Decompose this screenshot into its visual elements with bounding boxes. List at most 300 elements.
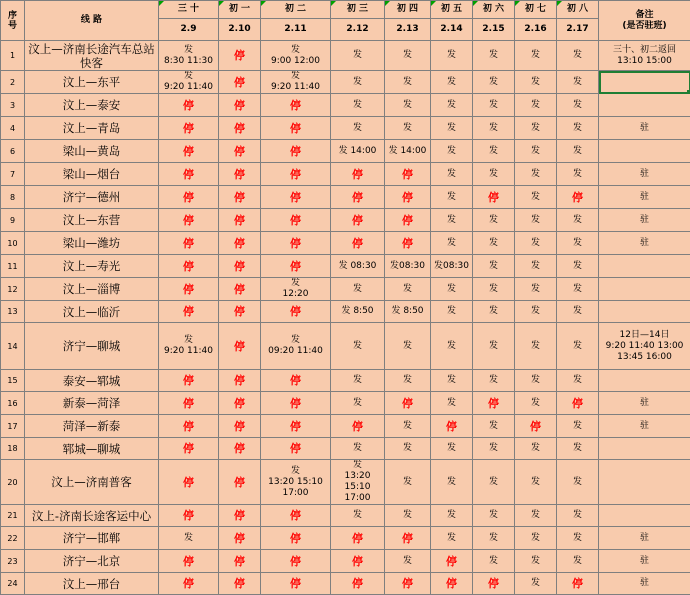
day-status-cell[interactable]: [515, 255, 557, 278]
day-status-cell[interactable]: [159, 573, 219, 595]
note-cell[interactable]: [599, 573, 690, 595]
note-cell[interactable]: [599, 527, 690, 550]
day-status-cell[interactable]: [331, 94, 385, 117]
day-status-cell[interactable]: [385, 460, 431, 505]
day-status-cell[interactable]: [385, 94, 431, 117]
row-no[interactable]: 21: [1, 505, 25, 527]
day-status-cell[interactable]: [557, 392, 599, 415]
day-status-cell[interactable]: [261, 163, 331, 186]
day-status-cell[interactable]: [557, 232, 599, 255]
route-name[interactable]: 梁山—潍坊: [25, 232, 159, 255]
day-status-cell[interactable]: [515, 186, 557, 209]
route-name[interactable]: 汶上—济南长途汽车总站快客: [25, 41, 159, 71]
day-status-cell[interactable]: [331, 255, 385, 278]
note-cell[interactable]: [599, 301, 690, 323]
day-status-cell[interactable]: [557, 573, 599, 595]
day-status-cell[interactable]: [385, 117, 431, 140]
status-text: 停: [290, 374, 301, 387]
day-status-cell[interactable]: [431, 573, 473, 595]
day-status-cell[interactable]: [219, 117, 261, 140]
note-cell[interactable]: [599, 232, 690, 255]
status-text: 发: [446, 122, 456, 133]
day-status-cell[interactable]: [219, 573, 261, 595]
day-status-cell[interactable]: [219, 140, 261, 163]
note-cell[interactable]: [599, 41, 690, 71]
note-cell[interactable]: [599, 392, 690, 415]
day-status-cell[interactable]: [159, 255, 219, 278]
row-no[interactable]: 9: [1, 209, 25, 232]
row-no[interactable]: 23: [1, 550, 25, 573]
day-status-cell[interactable]: [473, 94, 515, 117]
day-status-cell[interactable]: [261, 301, 331, 323]
day-status-cell[interactable]: [159, 415, 219, 438]
day-status-cell[interactable]: [385, 415, 431, 438]
day-status-cell[interactable]: [261, 71, 331, 94]
day-status-cell[interactable]: [261, 41, 331, 71]
route-name[interactable]: 济宁—邯郸: [25, 527, 159, 550]
day-status-cell[interactable]: [515, 278, 557, 301]
note-cell-selected[interactable]: [599, 71, 690, 94]
route-name[interactable]: 汶上-济南长途客运中心: [25, 505, 159, 527]
day-status-cell[interactable]: [431, 505, 473, 527]
day-status-cell[interactable]: [261, 527, 331, 550]
day-status-cell[interactable]: [431, 392, 473, 415]
day-status-cell[interactable]: [385, 71, 431, 94]
status-text: 发: [530, 340, 540, 351]
note-cell[interactable]: [599, 163, 690, 186]
day-status-cell[interactable]: [473, 323, 515, 370]
day-status-cell[interactable]: [219, 438, 261, 460]
day-status-cell[interactable]: [473, 71, 515, 94]
status-text: 停: [402, 167, 413, 181]
status-text: 发: [446, 283, 456, 294]
departure-times: 13:20 15:10: [344, 471, 371, 492]
day-status-cell[interactable]: [261, 505, 331, 527]
note-cell[interactable]: [599, 117, 690, 140]
route-name[interactable]: 菏泽—新泰: [25, 415, 159, 438]
day-status-cell[interactable]: [219, 209, 261, 232]
day-status-cell[interactable]: [261, 140, 331, 163]
day-status-cell[interactable]: [261, 232, 331, 255]
day-status-cell[interactable]: [473, 460, 515, 505]
day-status-cell[interactable]: [557, 163, 599, 186]
day-status-cell[interactable]: [557, 278, 599, 301]
note-cell[interactable]: [599, 460, 690, 505]
day-status-cell[interactable]: [385, 209, 431, 232]
day-status-cell[interactable]: [515, 573, 557, 595]
note-cell[interactable]: [599, 370, 690, 392]
day-status-cell[interactable]: [159, 392, 219, 415]
header-date: 2.14: [431, 19, 473, 41]
row-no[interactable]: 1: [1, 41, 25, 71]
day-status-cell[interactable]: [557, 117, 599, 140]
day-status-cell[interactable]: [557, 186, 599, 209]
day-status-cell[interactable]: [385, 140, 431, 163]
row-no[interactable]: 17: [1, 415, 25, 438]
day-status-cell[interactable]: [219, 255, 261, 278]
day-status-cell[interactable]: [473, 573, 515, 595]
note-cell[interactable]: [599, 505, 690, 527]
day-status-cell[interactable]: [431, 370, 473, 392]
status-text: 发: [402, 510, 412, 520]
day-status-cell[interactable]: [473, 209, 515, 232]
note-cell[interactable]: [599, 438, 690, 460]
route-name[interactable]: 汶上—淄博: [25, 278, 159, 301]
day-status-cell[interactable]: [385, 370, 431, 392]
day-status-cell[interactable]: [385, 41, 431, 71]
day-status-cell[interactable]: [261, 392, 331, 415]
day-status-cell[interactable]: [473, 392, 515, 415]
status-text: 发: [402, 76, 412, 87]
day-status-cell[interactable]: [385, 392, 431, 415]
note-cell[interactable]: [599, 323, 690, 370]
row-no[interactable]: 8: [1, 186, 25, 209]
note-cell[interactable]: [599, 186, 690, 209]
day-status-cell[interactable]: [431, 460, 473, 505]
day-status-cell[interactable]: [331, 460, 385, 505]
day-status-cell[interactable]: [473, 301, 515, 323]
day-status-cell[interactable]: [431, 186, 473, 209]
day-status-cell[interactable]: [261, 415, 331, 438]
day-status-cell[interactable]: [331, 278, 385, 301]
day-status-cell[interactable]: [473, 232, 515, 255]
route-name[interactable]: 济宁—北京: [25, 550, 159, 573]
row-no[interactable]: 10: [1, 232, 25, 255]
day-status-cell[interactable]: [331, 527, 385, 550]
day-status-cell[interactable]: [515, 392, 557, 415]
day-status-cell[interactable]: [159, 140, 219, 163]
day-status-cell[interactable]: [385, 163, 431, 186]
row-no[interactable]: 2: [1, 71, 25, 94]
status-text: 停: [234, 396, 245, 410]
table-row: [1, 186, 690, 209]
status-text: 发: [488, 99, 498, 110]
row-no[interactable]: 4: [1, 117, 25, 140]
day-status-cell[interactable]: [557, 301, 599, 323]
day-status-cell[interactable]: [557, 209, 599, 232]
day-status-cell[interactable]: [431, 527, 473, 550]
day-status-cell[interactable]: [431, 140, 473, 163]
route-name[interactable]: 济宁—德州: [25, 186, 159, 209]
day-status-cell[interactable]: [473, 415, 515, 438]
day-status-cell[interactable]: [515, 460, 557, 505]
day-status-cell[interactable]: [331, 323, 385, 370]
day-status-cell[interactable]: [431, 41, 473, 71]
day-status-cell[interactable]: [431, 415, 473, 438]
departure-times: 8:30 11:30: [163, 55, 213, 66]
day-status-cell[interactable]: [219, 460, 261, 505]
note-text: 驻: [639, 532, 649, 543]
day-status-cell[interactable]: [515, 323, 557, 370]
day-status-cell[interactable]: [331, 370, 385, 392]
day-status-cell[interactable]: [557, 41, 599, 71]
day-status-cell[interactable]: [385, 505, 431, 527]
day-status-cell[interactable]: [515, 527, 557, 550]
header-lunar: 初 五: [431, 1, 473, 19]
status-text: 停: [183, 121, 194, 135]
route-name[interactable]: 泰安—郓城: [25, 370, 159, 392]
day-status-cell[interactable]: [219, 392, 261, 415]
day-status-cell[interactable]: [431, 209, 473, 232]
day-status-cell[interactable]: [385, 255, 431, 278]
day-status-cell[interactable]: [159, 41, 219, 71]
day-status-cell[interactable]: [385, 527, 431, 550]
day-status-cell[interactable]: [557, 505, 599, 527]
day-status-cell[interactable]: [219, 415, 261, 438]
day-status-cell[interactable]: [159, 278, 219, 301]
day-status-cell[interactable]: [385, 301, 431, 323]
day-status-cell[interactable]: [159, 301, 219, 323]
day-status-cell[interactable]: [159, 94, 219, 117]
note-cell[interactable]: [599, 94, 690, 117]
day-status-cell[interactable]: [159, 117, 219, 140]
day-status-cell[interactable]: [473, 163, 515, 186]
day-status-cell[interactable]: [261, 209, 331, 232]
route-name[interactable]: 汶上—临沂: [25, 301, 159, 323]
day-status-cell[interactable]: [557, 415, 599, 438]
day-status-cell[interactable]: [473, 370, 515, 392]
day-status-cell[interactable]: [515, 71, 557, 94]
day-status-cell[interactable]: [515, 505, 557, 527]
status-text: 停: [234, 374, 245, 387]
day-status-cell[interactable]: [431, 323, 473, 370]
day-status-cell[interactable]: [331, 209, 385, 232]
day-status-cell[interactable]: [473, 505, 515, 527]
day-status-cell[interactable]: [331, 550, 385, 573]
route-name[interactable]: 汶上—邢台: [25, 573, 159, 595]
day-status-cell[interactable]: [431, 163, 473, 186]
row-no[interactable]: 14: [1, 323, 25, 370]
day-status-cell[interactable]: [159, 163, 219, 186]
row-no[interactable]: 7: [1, 163, 25, 186]
day-status-cell[interactable]: [385, 438, 431, 460]
status-text: 发: [572, 122, 582, 133]
day-status-cell[interactable]: [261, 460, 331, 505]
route-name[interactable]: 汶上—青岛: [25, 117, 159, 140]
day-status-cell[interactable]: [219, 186, 261, 209]
day-status-cell[interactable]: [331, 163, 385, 186]
day-status-cell[interactable]: [473, 186, 515, 209]
day-status-cell[interactable]: [515, 370, 557, 392]
header-row-lunar: [1, 1, 690, 19]
day-status-cell[interactable]: [159, 232, 219, 255]
day-status-cell[interactable]: [331, 392, 385, 415]
day-status-cell[interactable]: [159, 186, 219, 209]
day-status-cell[interactable]: [557, 323, 599, 370]
day-status-cell[interactable]: [261, 255, 331, 278]
status-text: 发: [488, 375, 498, 385]
day-status-cell[interactable]: [159, 370, 219, 392]
day-status-cell[interactable]: [219, 505, 261, 527]
day-status-cell[interactable]: [219, 94, 261, 117]
route-name[interactable]: 新泰—菏泽: [25, 392, 159, 415]
day-status-cell[interactable]: [261, 323, 331, 370]
day-status-cell[interactable]: [219, 323, 261, 370]
status-text: 停: [290, 419, 301, 433]
note-cell[interactable]: [599, 140, 690, 163]
day-status-cell[interactable]: [261, 550, 331, 573]
day-status-cell[interactable]: [557, 527, 599, 550]
status-text: 停: [572, 396, 583, 410]
day-status-cell[interactable]: [431, 301, 473, 323]
row-no[interactable]: 13: [1, 301, 25, 323]
day-status-cell[interactable]: [431, 278, 473, 301]
day-status-cell[interactable]: [159, 550, 219, 573]
status-text: 发: [530, 397, 540, 408]
table-row: [1, 573, 690, 595]
route-name[interactable]: 梁山—黄岛: [25, 140, 159, 163]
day-status-cell[interactable]: [431, 438, 473, 460]
day-status-cell[interactable]: [515, 41, 557, 71]
row-no[interactable]: 12: [1, 278, 25, 301]
day-status-cell[interactable]: [515, 140, 557, 163]
day-status-cell[interactable]: [473, 438, 515, 460]
table-row: [1, 41, 690, 71]
note-cell[interactable]: [599, 550, 690, 573]
row-no[interactable]: 15: [1, 370, 25, 392]
day-status-cell[interactable]: [515, 117, 557, 140]
row-no[interactable]: 16: [1, 392, 25, 415]
day-status-cell[interactable]: [261, 186, 331, 209]
day-status-cell[interactable]: [515, 163, 557, 186]
status-text: 发08:30: [390, 260, 425, 271]
day-status-cell[interactable]: [431, 232, 473, 255]
route-name[interactable]: 济宁—聊城: [25, 323, 159, 370]
day-status-cell[interactable]: [385, 278, 431, 301]
day-status-cell[interactable]: [557, 370, 599, 392]
day-status-cell[interactable]: [431, 117, 473, 140]
day-status-cell[interactable]: [331, 415, 385, 438]
row-no[interactable]: 3: [1, 94, 25, 117]
day-status-cell[interactable]: [331, 301, 385, 323]
route-name[interactable]: 汶上—寿光: [25, 255, 159, 278]
header-note-label: 备注: [635, 9, 654, 20]
header-date: 2.15: [473, 19, 515, 41]
day-status-cell[interactable]: [515, 415, 557, 438]
note-cell[interactable]: [599, 278, 690, 301]
day-status-cell[interactable]: [159, 209, 219, 232]
day-status-cell[interactable]: [331, 41, 385, 71]
day-status-cell[interactable]: [159, 323, 219, 370]
departure-times: 9:20 11:40: [270, 82, 320, 92]
day-status-cell[interactable]: [331, 505, 385, 527]
day-status-cell[interactable]: [331, 186, 385, 209]
row-no[interactable]: 20: [1, 460, 25, 505]
day-status-cell[interactable]: [515, 94, 557, 117]
row-no[interactable]: 22: [1, 527, 25, 550]
day-status-cell[interactable]: [473, 527, 515, 550]
route-name[interactable]: 汶上—泰安: [25, 94, 159, 117]
day-status-cell[interactable]: [557, 71, 599, 94]
day-status-cell[interactable]: [219, 232, 261, 255]
day-status-cell[interactable]: [159, 505, 219, 527]
route-name[interactable]: 汶上—东平: [25, 71, 159, 94]
row-no[interactable]: 24: [1, 573, 25, 595]
day-status-cell[interactable]: [557, 94, 599, 117]
day-status-cell[interactable]: [515, 232, 557, 255]
day-status-cell[interactable]: [159, 438, 219, 460]
day-status-cell[interactable]: [219, 301, 261, 323]
day-status-cell[interactable]: [261, 278, 331, 301]
day-status-cell[interactable]: [473, 117, 515, 140]
status-text: 发: [530, 375, 540, 385]
day-status-cell[interactable]: [515, 438, 557, 460]
row-no[interactable]: 6: [1, 140, 25, 163]
day-status-cell[interactable]: [331, 71, 385, 94]
day-status-cell[interactable]: [515, 209, 557, 232]
row-no[interactable]: 18: [1, 438, 25, 460]
day-status-cell[interactable]: [219, 370, 261, 392]
day-status-cell[interactable]: [331, 232, 385, 255]
row-no[interactable]: 11: [1, 255, 25, 278]
note-cell[interactable]: [599, 415, 690, 438]
day-status-cell[interactable]: [219, 163, 261, 186]
day-status-cell[interactable]: [431, 255, 473, 278]
route-name[interactable]: 梁山—烟台: [25, 163, 159, 186]
day-status-cell[interactable]: [385, 186, 431, 209]
day-status-cell[interactable]: [431, 550, 473, 573]
note-cell[interactable]: [599, 255, 690, 278]
day-status-cell[interactable]: [261, 94, 331, 117]
status-text: 停: [234, 190, 245, 204]
day-status-cell[interactable]: [159, 460, 219, 505]
day-status-cell[interactable]: [261, 573, 331, 595]
day-status-cell[interactable]: [557, 550, 599, 573]
route-name[interactable]: 郓城—聊城: [25, 438, 159, 460]
day-status-cell[interactable]: [219, 41, 261, 71]
day-status-cell[interactable]: [331, 117, 385, 140]
day-status-cell[interactable]: [261, 117, 331, 140]
day-status-cell[interactable]: [219, 71, 261, 94]
day-status-cell[interactable]: [385, 550, 431, 573]
day-status-cell[interactable]: [431, 71, 473, 94]
status-text: 发: [488, 50, 498, 60]
day-status-cell[interactable]: [219, 550, 261, 573]
day-status-cell[interactable]: [473, 41, 515, 71]
note-cell[interactable]: [599, 209, 690, 232]
status-text: 发: [530, 99, 540, 110]
day-status-cell[interactable]: [331, 573, 385, 595]
day-status-cell[interactable]: [261, 370, 331, 392]
day-status-cell[interactable]: [385, 323, 431, 370]
day-status-cell[interactable]: [557, 255, 599, 278]
day-status-cell[interactable]: [473, 278, 515, 301]
day-status-cell[interactable]: [159, 527, 219, 550]
day-status-cell[interactable]: [219, 527, 261, 550]
day-status-cell[interactable]: [431, 94, 473, 117]
route-name[interactable]: 汶上—东营: [25, 209, 159, 232]
day-status-cell[interactable]: [473, 255, 515, 278]
day-status-cell[interactable]: [385, 573, 431, 595]
day-status-cell[interactable]: [557, 460, 599, 505]
note-text: 驻: [639, 122, 649, 133]
day-status-cell[interactable]: [159, 71, 219, 94]
route-name[interactable]: 汶上—济南普客: [25, 460, 159, 505]
day-status-cell[interactable]: [331, 438, 385, 460]
day-status-cell[interactable]: [557, 140, 599, 163]
day-status-cell[interactable]: [331, 140, 385, 163]
day-status-cell[interactable]: [261, 438, 331, 460]
day-status-cell[interactable]: [473, 140, 515, 163]
day-status-cell[interactable]: [515, 550, 557, 573]
status-text: 发: [402, 99, 412, 110]
day-status-cell[interactable]: [385, 232, 431, 255]
day-status-cell[interactable]: [557, 438, 599, 460]
day-status-cell[interactable]: [219, 278, 261, 301]
day-status-cell[interactable]: [473, 550, 515, 573]
day-status-cell[interactable]: [515, 301, 557, 323]
note-text: 驻: [639, 420, 649, 431]
